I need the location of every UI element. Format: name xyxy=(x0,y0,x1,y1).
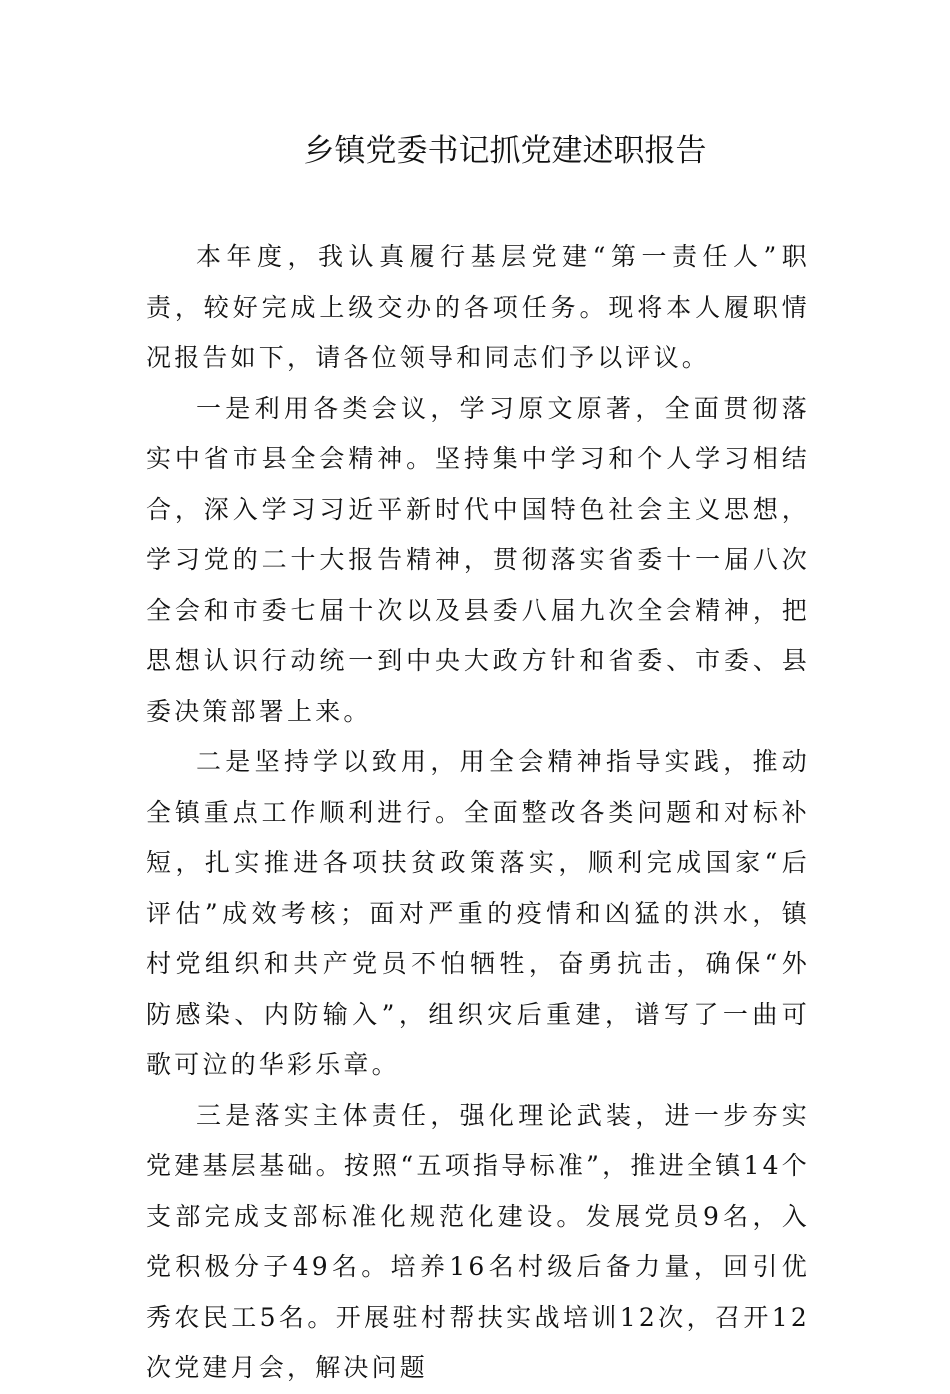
document-body xyxy=(146,232,810,1394)
paragraph-point-three: 三是落实主体责任，强化理论武装，进一步夯实党建基层基础。按照“五项指导标准”，推进全镇14个支部完成支部标准化规范化建设。发展党员9名，入党积极分子49名。培养16名村级后备力量，回引优秀农民工5名。开展驻村帮扶实战培训12次，召开12次党建月会，解决问题 xyxy=(146,1100,810,1382)
paragraph-point-one: 一是利用各类会议，学习原文原著，全面贯彻落实中省市县全会精神。坚持集中学习和个人学习相结合，深入学习习近平新时代中国特色社会主义思想，学习党的二十大报告精神，贯彻落实省委十一届八次全会和市委七届十次以及县委八届九次全会精神，把思想认识行动统一到中央大政方针和省委、市委、县委决策部署上来。 xyxy=(146,393,810,726)
paragraph-intro: 本年度，我认真履行基层党建“第一责任人”职责，较好完成上级交办的各项任务。现将本人履职情况报告如下，请各位领导和同志们予以评议。 xyxy=(146,242,810,372)
paragraph-point-two: 二是坚持学以致用，用全会精神指导实践，推动全镇重点工作顺利进行。全面整改各类问题和对标补短，扎实推进各项扶贫政策落实，顺利完成国家“后评估”成效考核；面对严重的疫情和凶猛的洪水，镇村党组织和共产党员不怕牺牲，奋勇抗击，确保“外防感染、内防输入”，组织灾后重建，谱写了一曲可歌可泣的华彩乐章。 xyxy=(146,747,810,1079)
document-title: 乡镇党委书记抓党建述职报告 xyxy=(303,133,707,169)
